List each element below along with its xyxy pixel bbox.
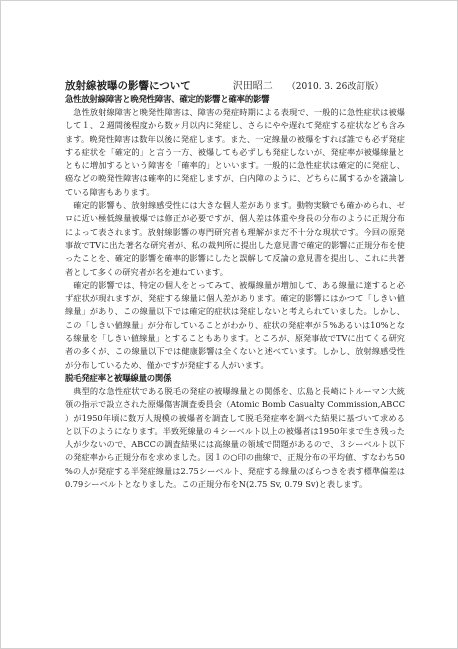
paragraph: 急性放射線障害と晩発性障害は、障害の発症時期による表現で、一般的に急性症状は被爆して１、２週間後程度から数ヶ月以内に発症し、さらにやや遅れて発症する症状なども含みます。晩発性障害は数年以後に発症します。また、一定線量の被爆をすれば誰でも必ず発症する症状を「確定的」と言う一方、被爆しても必ずしも発症しないが、発症率が被爆線量とともに増加するという障害を「確率的」といいます。一般的に急性症状は確定的に発症し、癌などの晩発性障害は確率的に発症しますが、白内障のように、どちらに属するかを議論している障害もあります。 — [65, 107, 405, 197]
document-body — [65, 79, 405, 491]
paragraph: 確定的影響では、特定の個人をとってみて、被爆線量が増加して、ある線量に達すると必ず症状が現れますが、発症する線量に個人差があります。確定的影響にはかつて「しきい値線量」があり、この線量以下では確定的症状は発症しないと考えられていました。しかし、この「しきい値線量」が分布していることがわかり、症状の発症率が５%あるいは10%となる線量を「しきい値線量」とすることもあります。ところが、原発事故でTVに出てくる研究者の多くが、この線量以下では健康影響は全くないと述べています。しかし、放射線感受性が分布しているため、僅かですが発症する人がいます。 — [65, 279, 405, 370]
section-heading-hair-loss: 脱毛発症率と被曝線量の関係 — [65, 372, 172, 383]
document-author: 沢田昭二 — [232, 81, 273, 92]
section-heading-acute-late: 急性放射線障害と晩発性障害、確定的影響と確率的影響 — [65, 94, 270, 104]
paragraph: 確定的影響も、放射線感受性には大きな個人差があります。動物実験でも確かめられ、ゼロに近い極低線量被爆では修正が必要ですが、個人差は体重や身長の分布のように正規分布によって表されます。放射線影響の専門研究者も理解がまだ不十分な現状です。今回の原発事故でTVに出た著名な研究者が、私の裁判所に提出した意見書で確定的影響に正規分布を使ったことを、確定的影響を確率的影響にしたと誤解して反論の意見書を提出し、これに共著者として多くの研究者が名を連ねています。 — [65, 200, 405, 277]
document-date: （2010. 3. 26改訂版） — [286, 82, 384, 92]
title-row — [65, 79, 405, 93]
document-title: 放射線被曝の影響について — [65, 80, 191, 92]
paragraph: 典型的な急性症状である脱毛の発症の被曝線量との関係を、広島と長崎にトルーマン大統領の指示で設立された原爆傷害調査委員会（Atomic Bomb Casualty Commission,ABCC）が1950年頃に数万人規模の被爆者を調査して脱毛発症率を調べた結果に基づいて求めると以下のようになります。半致死線量の４シーベルト以上の被爆者は1950年まで生き残った人が少ないので、ABCCの調査結果には高線量の領域で問題があるので、３シーベルト以下の発症率から正規分布を求めました。図１の○印の曲線で、正規分布の平均値、すなわち50%の人が発症する半発症線量は2.75シーベルト、発症する線量のばらつきを表す標準偏差は0.79シーベルトとなりました。この正規分布をN(2.75 Sv, 0.79 Sv)と表します。 — [65, 385, 405, 490]
